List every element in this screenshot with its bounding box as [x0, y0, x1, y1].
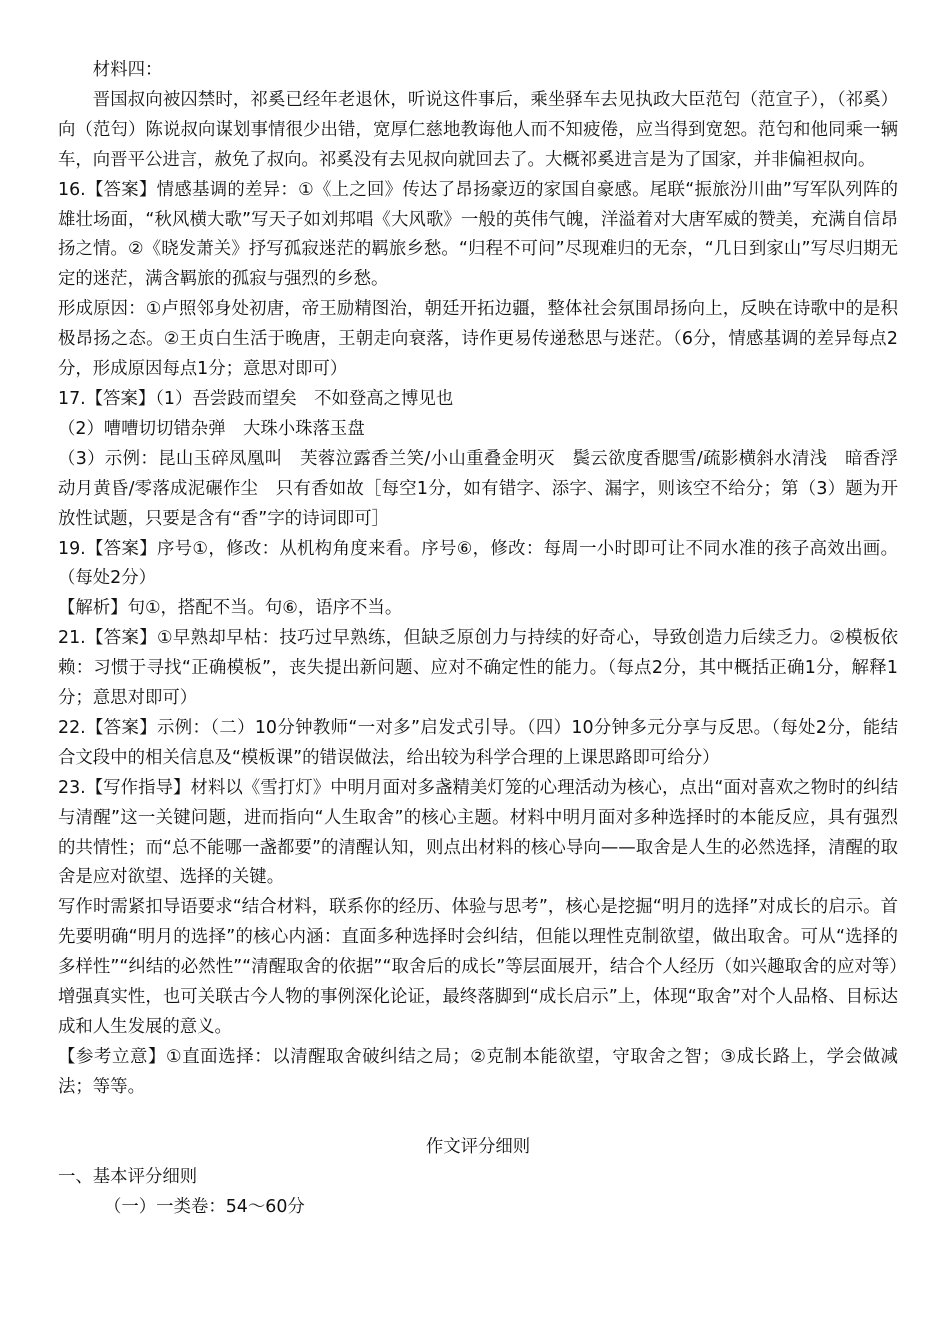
answer-22 — [58, 714, 898, 774]
answer-21 — [58, 624, 898, 714]
rubric-section — [58, 1133, 898, 1223]
answer-19 — [58, 535, 898, 625]
answer-21-text: 21.【答案】①早熟却早枯：技巧过早熟练，但缺乏原创力与持续的好奇心，导致创造力后续乏力。②模板依赖：习惯于寻找“正确模板”，丧失提出新问题、应对不确定性的能力。（每点2分，其中概括正确1分，解释1分；意思对即可） — [58, 628, 898, 709]
answer-17 — [58, 385, 898, 535]
material-four — [58, 56, 898, 176]
answer-16-emotion: 16.【答案】情感基调的差异：①《上之回》传达了昂扬豪迈的家国自豪感。尾联“振旅汾川曲”写军队列阵的雄壮场面，“秋风横大歌”写天子如刘邦唱《大风歌》一般的英伟气魄，洋溢着对大唐军威的赞美，充满自信昂扬之情。②《晓发萧关》抒写孤寂迷茫的羁旅乡愁。“归程不可问”尽现难归的无奈，“几日到家山”写尽归期无定的迷茫，满含羁旅的孤寂与强烈的乡愁。 — [58, 179, 898, 290]
answer-23-guide: 23.【写作指导】材料以《雪打灯》中明月面对多盏精美灯笼的心理活动为核心，点出“面对喜欢之物时的纠结与清醒”这一关键问题，进而指向“人生取舍”的核心主题。材料中明月面对多种选择时的本能反应，具有强烈的共情性；而“总不能哪一盏都要”的清醒认知，则点出材料的核心导向——取舍是人生的必然选择，清醒的取舍是应对欲望、选择的关键。 — [58, 777, 898, 888]
answer-22-text: 22.【答案】示例：（二）10分钟教师“一对多”启发式引导。（四）10分钟多元分享与反思。（每处2分，能结合文段中的相关信息及“模板课”的错误做法，给出较为科学合理的上课思路即可给分） — [58, 717, 898, 768]
material-body: 晋国叔向被囚禁时，祁奚已经年老退休，听说这件事后，乘坐驿车去见执政大臣范匄（范宣子），（祁奚）向（范匄）陈说叔向谋划事情很少出错，宽厚仁慈地教诲他人而不知疲倦，应当得到宽恕。范匄和他同乘一辆车，向晋平公进言，赦免了叔向。祁奚没有去见叔向就回去了。大概祁奚进言是为了国家，并非偏袒叔向。 — [58, 89, 898, 170]
answer-16-reason: 形成原因：①卢照邻身处初唐，帝王励精图治，朝廷开拓边疆，整体社会氛围昂扬向上，反映在诗歌中的是积极昂扬之态。②王贞白生活于晚唐，王朝走向衰落，诗作更易传递愁思与迷茫。（6分，情感基调的差异每点2分，形成原因每点1分；意思对即可） — [58, 299, 898, 380]
answer-19-text: 19.【答案】序号①，修改：从机构角度来看。序号⑥，修改：每周一小时即可让不同水准的孩子高效出画。（每处2分） — [58, 538, 898, 589]
answer-17-line-1: 17.【答案】（1）吾尝跂而望矣 不如登高之博见也 — [58, 388, 454, 409]
answer-23-method: 写作时需紧扣导语要求“结合材料，联系你的经历、体验与思考”，核心是挖掘“明月的选择”对成长的启示。首先要明确“明月的选择”的核心内涵：直面多种选择时会纠结，但能以理性克制欲望，做出取舍。可从“选择的多样性”“纠结的必然性”“清醒取舍的依据”“取舍后的成长”等层面展开，结合个人经历（如兴趣取舍的应对等）增强真实性，也可关联古今人物的事例深化论证，最终落脚到“成长启示”上，体现“取舍”对个人品格、目标达成和人生发展的意义。 — [58, 897, 898, 1037]
answer-16 — [58, 176, 898, 385]
answer-17-line-3: （3）示例：昆山玉碎凤凰叫 芙蓉泣露香兰笑/小山重叠金明灭 鬓云欲度香腮雪/疏影横斜水清浅 暗香浮动月黄昏/零落成泥碾作尘 只有香如故［每空1分，如有错字、添字、漏字，则该空不给分；第（3）题为开放性试题，只要是含有“香”字的诗词即可］ — [58, 448, 898, 529]
answer-17-line-2: （2）嘈嘈切切错杂弹 大珠小珠落玉盘 — [58, 418, 365, 439]
rubric-title: 作文评分细则 — [425, 1136, 531, 1157]
rubric-subsection-1: （一）一类卷：54～60分 — [104, 1196, 305, 1217]
section-spacer — [58, 1103, 898, 1133]
answer-23 — [58, 774, 898, 1103]
answer-23-reference: 【参考立意】①直面选择：以清醒取舍破纠结之局；②克制本能欲望，守取舍之智；③成长路上，学会做减法；等等。 — [58, 1046, 898, 1097]
document-page — [58, 56, 898, 1222]
answer-19-analysis: 【解析】句①，搭配不当。句⑥，语序不当。 — [58, 598, 403, 619]
rubric-section-1: 一、基本评分细则 — [58, 1166, 198, 1187]
material-heading: 材料四： — [92, 60, 163, 80]
